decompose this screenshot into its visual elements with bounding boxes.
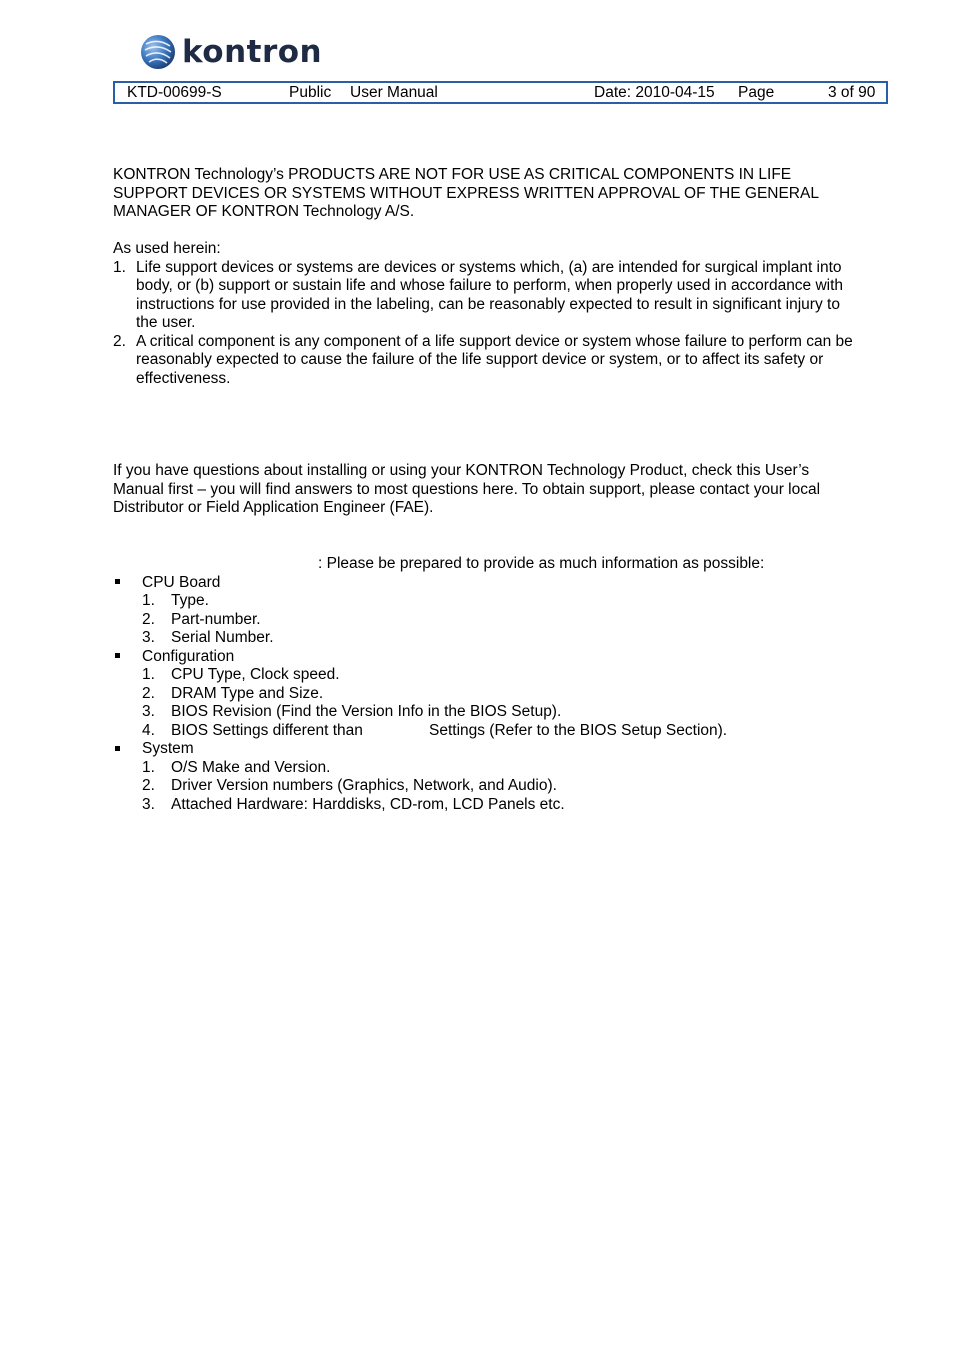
page-label: Page: [738, 84, 775, 101]
definition-2-number: 2.: [113, 332, 126, 350]
checklist-item: BIOS Settings different than: [171, 721, 363, 739]
checklist-item: CPU Type, Clock speed.: [171, 666, 340, 683]
definition-2-line: A critical component is any component of a life support device or system whose failure to perform can be: [136, 332, 853, 350]
bullet-icon: [115, 653, 120, 658]
bullet-icon: [115, 746, 120, 751]
doc-classification: Public: [289, 84, 332, 101]
doc-date: Date: 2010-04-15: [594, 84, 715, 101]
checklist-group-title: CPU Board: [142, 573, 221, 591]
checklist-item: Part-number.: [171, 610, 261, 628]
checklist-item: Serial Number.: [171, 629, 274, 646]
checklist-item: Driver Version numbers (Graphics, Network, and Audio).: [171, 777, 557, 794]
support-line-1: If you have questions about installing or using your KONTRON Technology Product, check this User’s: [113, 462, 810, 479]
checklist-item-number: 1.: [142, 592, 155, 609]
checklist-item: DRAM Type and Size.: [171, 684, 324, 702]
document-header-bar: [113, 81, 888, 104]
kontron-globe-icon: [140, 34, 176, 70]
checklist-item: Attached Hardware: Harddisks, CD-rom, LCD Panels etc.: [171, 795, 565, 813]
kontron-logo-text: kontron: [182, 34, 323, 70]
definitions-intro: As used herein:: [113, 240, 221, 257]
checklist-item-number: 1.: [142, 666, 155, 683]
definition-1-line: instructions for use provided in the labeling, can be reasonably expected to result in significant injury to: [136, 295, 840, 313]
checklist-item-number: 2.: [142, 684, 155, 702]
kontron-logo: [140, 32, 322, 72]
checklist-item-number: 2.: [142, 777, 155, 794]
definition-1-line: Life support devices or systems are devices or systems which, (a) are intended for surgical implant into: [136, 258, 842, 276]
definition-1-number: 1.: [113, 258, 126, 276]
support-line-3: Distributor or Field Application Engineer (FAE).: [113, 499, 434, 516]
checklist-item-number: 2.: [142, 610, 155, 628]
doc-id: KTD-00699-S: [127, 84, 222, 101]
doc-type: User Manual: [350, 84, 438, 101]
page-number: 3 of 90: [828, 84, 876, 101]
support-line-2: Manual first – you will find answers to most questions here. To obtain support, please contact your local: [113, 480, 821, 498]
checklist-group-title: System: [142, 740, 194, 757]
checklist-group-title: Configuration: [142, 647, 235, 665]
checklist-item-continuation: Settings (Refer to the BIOS Setup Section).: [429, 721, 728, 739]
checklist-item-number: 3.: [142, 629, 155, 646]
warning-line-2: SUPPORT DEVICES OR SYSTEMS WITHOUT EXPRESS WRITTEN APPROVAL OF THE GENERAL: [113, 184, 819, 202]
bullet-icon: [115, 579, 120, 584]
checklist-item: Type.: [171, 592, 209, 609]
checklist-item-number: 3.: [142, 703, 155, 720]
checklist-item: O/S Make and Version.: [171, 758, 331, 776]
definition-2-line: reasonably expected to cause the failure of the life support device or system, or to affect its safety or: [136, 351, 824, 368]
checklist-item-number: 4.: [142, 721, 155, 739]
checklist-intro: : Please be prepared to provide as much information as possible:: [318, 555, 765, 572]
definition-1-line: body, or (b) support or sustain life and whose failure to perform, when properly used in accordance with: [136, 277, 844, 294]
checklist-item-number: 3.: [142, 795, 155, 813]
checklist-item: BIOS Revision (Find the Version Info in the BIOS Setup).: [171, 703, 562, 720]
warning-line-1: KONTRON Technology’s PRODUCTS ARE NOT FOR USE AS CRITICAL COMPONENTS IN LIFE: [113, 166, 792, 183]
definition-2-line: effectiveness.: [136, 369, 231, 387]
warning-line-3: MANAGER OF KONTRON Technology A/S.: [113, 203, 415, 220]
definition-1-line: the user.: [136, 314, 196, 331]
checklist-item-number: 1.: [142, 758, 155, 776]
